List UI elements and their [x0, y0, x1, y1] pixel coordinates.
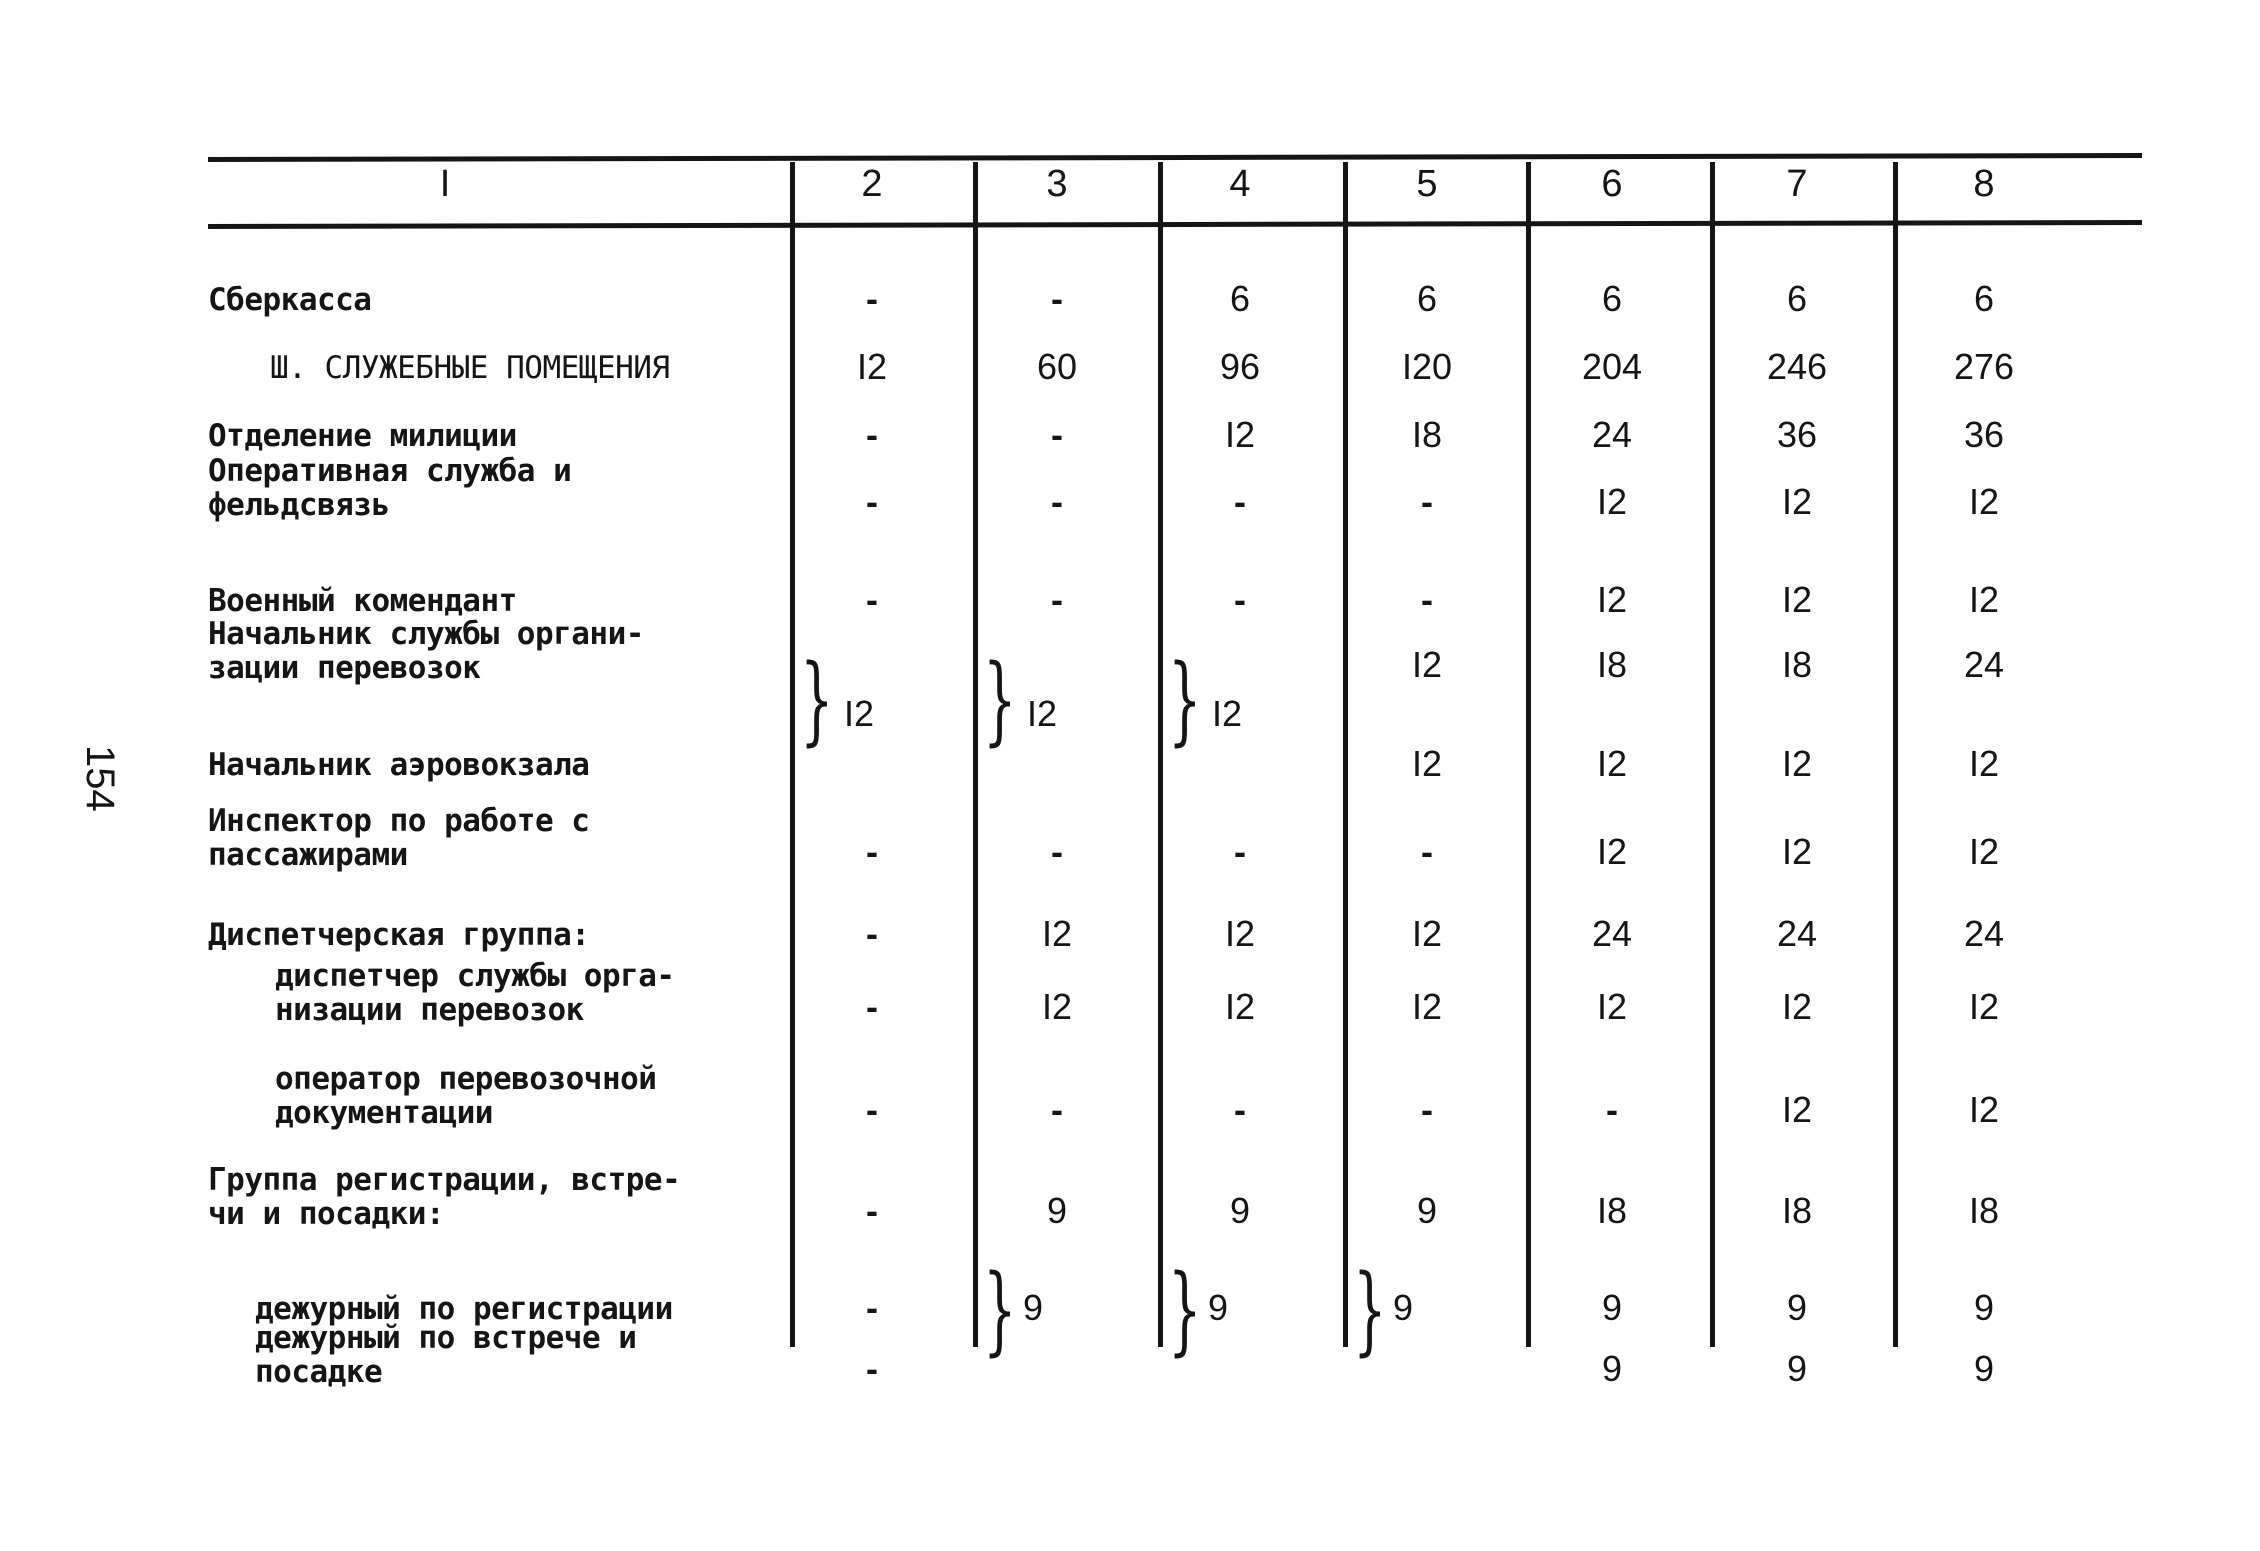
- row-label: Диспетчерская группа:: [208, 917, 590, 953]
- table-cell: 6: [1229, 278, 1251, 319]
- column-header: 5: [1416, 163, 1438, 205]
- table-cell: I20: [1401, 346, 1453, 387]
- brace-icon: }: [1353, 1254, 1387, 1366]
- table-cell: I8: [1781, 1190, 1813, 1231]
- table-cell: 6: [1973, 278, 1995, 319]
- table-cell: -: [1421, 481, 1433, 522]
- row-label: Военный комендант: [208, 583, 517, 619]
- row-label: Отделение милиции: [208, 418, 517, 454]
- table-cell: -: [1606, 1089, 1618, 1130]
- table-cell: I2: [1781, 831, 1813, 872]
- brace-icon: }: [800, 644, 834, 756]
- column-separator: [973, 162, 978, 1347]
- table-cell: -: [866, 831, 878, 872]
- column-separator: [1526, 162, 1531, 1347]
- table-cell: I2: [1968, 986, 2000, 1027]
- row-label: Сберкасса: [208, 282, 372, 318]
- table-cell: 9: [1786, 1287, 1808, 1328]
- column-header: 4: [1229, 163, 1251, 205]
- column-separator: [1158, 162, 1163, 1347]
- table-cell: -: [866, 1190, 878, 1231]
- table-cell: 24: [1591, 414, 1633, 455]
- table-cell: I2: [1411, 913, 1443, 954]
- table-cell: -: [866, 1348, 878, 1389]
- row-label: Начальник аэровокзала: [208, 747, 590, 783]
- table-cell: 24: [1776, 913, 1818, 954]
- row-label: диспетчер службы орга- низации перевозок: [275, 958, 675, 1028]
- table-cell: I2: [1411, 644, 1443, 685]
- table-cell: 9: [1973, 1348, 1995, 1389]
- row-label: Инспектор по работе с пассажирами: [208, 803, 590, 873]
- table-cell: I2: [1781, 1089, 1813, 1130]
- table-cell: -: [1051, 579, 1063, 620]
- table-cell: -: [1051, 481, 1063, 522]
- table-cell: I2: [1596, 986, 1628, 1027]
- brace-icon: }: [1168, 1254, 1202, 1366]
- table-cell: I8: [1781, 644, 1813, 685]
- column-separator: [1343, 162, 1348, 1347]
- table-cell: 24: [1963, 644, 2005, 685]
- table-top-rule: [208, 153, 2142, 162]
- table-cell: -: [1051, 1089, 1063, 1130]
- merged-value: I2: [1027, 693, 1058, 734]
- table-cell: I2: [1596, 831, 1628, 872]
- table-cell: 276: [1953, 346, 2015, 387]
- merged-value: 9: [1393, 1287, 1414, 1328]
- row-label: дежурный по встрече и посадке: [255, 1320, 637, 1390]
- column-header: 6: [1601, 163, 1623, 205]
- table-cell: I2: [1968, 1089, 2000, 1130]
- table-cell: I2: [1781, 579, 1813, 620]
- page-number: 154: [78, 745, 122, 812]
- table-cell: -: [866, 278, 878, 319]
- merged-value: 9: [1023, 1287, 1044, 1328]
- table-cell: I2: [1224, 414, 1256, 455]
- table-cell: -: [1421, 579, 1433, 620]
- table-cell: I2: [1968, 831, 2000, 872]
- table-cell: I2: [1411, 986, 1443, 1027]
- table-cell: I2: [1596, 579, 1628, 620]
- table-cell: 9: [1229, 1190, 1251, 1231]
- table-cell: I2: [1968, 579, 2000, 620]
- table-cell: I2: [1041, 913, 1073, 954]
- table-cell: I2: [1781, 743, 1813, 784]
- table-cell: -: [866, 414, 878, 455]
- column-separator: [1710, 162, 1715, 1347]
- table-cell: -: [866, 579, 878, 620]
- merged-value: I2: [844, 693, 875, 734]
- column-separator: [1893, 162, 1898, 1347]
- table-cell: 9: [1416, 1190, 1438, 1231]
- table-cell: -: [866, 1089, 878, 1130]
- table-cell: 204: [1581, 346, 1643, 387]
- table-cell: I2: [1041, 986, 1073, 1027]
- column-header: 8: [1973, 163, 1995, 205]
- table-cell: 246: [1766, 346, 1828, 387]
- table-cell: -: [1234, 831, 1246, 872]
- table-cell: 9: [1601, 1348, 1623, 1389]
- table-cell: 60: [1036, 346, 1078, 387]
- table-cell: 6: [1416, 278, 1438, 319]
- table-cell: I2: [1781, 986, 1813, 1027]
- table-cell: 6: [1601, 278, 1623, 319]
- merged-value: I2: [1212, 693, 1243, 734]
- merged-value: 9: [1208, 1287, 1229, 1328]
- table-cell: I2: [1411, 743, 1443, 784]
- table-cell: 36: [1963, 414, 2005, 455]
- table-cell: 96: [1219, 346, 1261, 387]
- table-cell: I2: [1224, 986, 1256, 1027]
- table-cell: -: [1051, 278, 1063, 319]
- table-cell: -: [1421, 831, 1433, 872]
- table-cell: -: [1234, 1089, 1246, 1130]
- brace-icon: }: [983, 1254, 1017, 1366]
- table-cell: I2: [1968, 481, 2000, 522]
- brace-icon: }: [983, 644, 1017, 756]
- table-cell: -: [866, 913, 878, 954]
- column-header: I: [439, 163, 451, 205]
- table-cell: I8: [1968, 1190, 2000, 1231]
- row-label: дежурный по регистрации: [255, 1291, 673, 1327]
- header-bottom-rule: [208, 220, 2142, 229]
- table-cell: 9: [1046, 1190, 1068, 1231]
- table-cell: 24: [1591, 913, 1633, 954]
- table-cell: I8: [1596, 1190, 1628, 1231]
- table-cell: 36: [1776, 414, 1818, 455]
- column-header: 2: [861, 163, 883, 205]
- brace-icon: }: [1168, 644, 1202, 756]
- table-cell: I2: [1781, 481, 1813, 522]
- table-cell: I2: [856, 346, 888, 387]
- table-cell: I2: [1596, 743, 1628, 784]
- table-cell: -: [1234, 579, 1246, 620]
- row-label: Оперативная служба и фельдсвязь: [208, 453, 572, 523]
- table-cell: 9: [1973, 1287, 1995, 1328]
- table-cell: 24: [1963, 913, 2005, 954]
- table-cell: 9: [1601, 1287, 1623, 1328]
- table-cell: I2: [1224, 913, 1256, 954]
- table-cell: 9: [1786, 1348, 1808, 1389]
- table-cell: -: [866, 1287, 878, 1328]
- table-cell: I2: [1968, 743, 2000, 784]
- row-label: оператор перевозочной документации: [275, 1061, 657, 1131]
- table-cell: -: [1421, 1089, 1433, 1130]
- table-cell: I8: [1596, 644, 1628, 685]
- row-label: Ш. СЛУЖЕБНЫЕ ПОМЕЩЕНИЯ: [270, 350, 670, 386]
- row-label: Начальник службы органи- зации перевозок: [208, 616, 644, 686]
- table-cell: -: [866, 481, 878, 522]
- column-header: 3: [1046, 163, 1068, 205]
- table-cell: 6: [1786, 278, 1808, 319]
- table-cell: I8: [1411, 414, 1443, 455]
- table-cell: -: [1234, 481, 1246, 522]
- table-cell: -: [866, 986, 878, 1027]
- table-cell: -: [1051, 414, 1063, 455]
- table-cell: -: [1051, 831, 1063, 872]
- table-cell: I2: [1596, 481, 1628, 522]
- row-label: Группа регистрации, встре- чи и посадки:: [208, 1162, 681, 1232]
- column-header: 7: [1786, 163, 1808, 205]
